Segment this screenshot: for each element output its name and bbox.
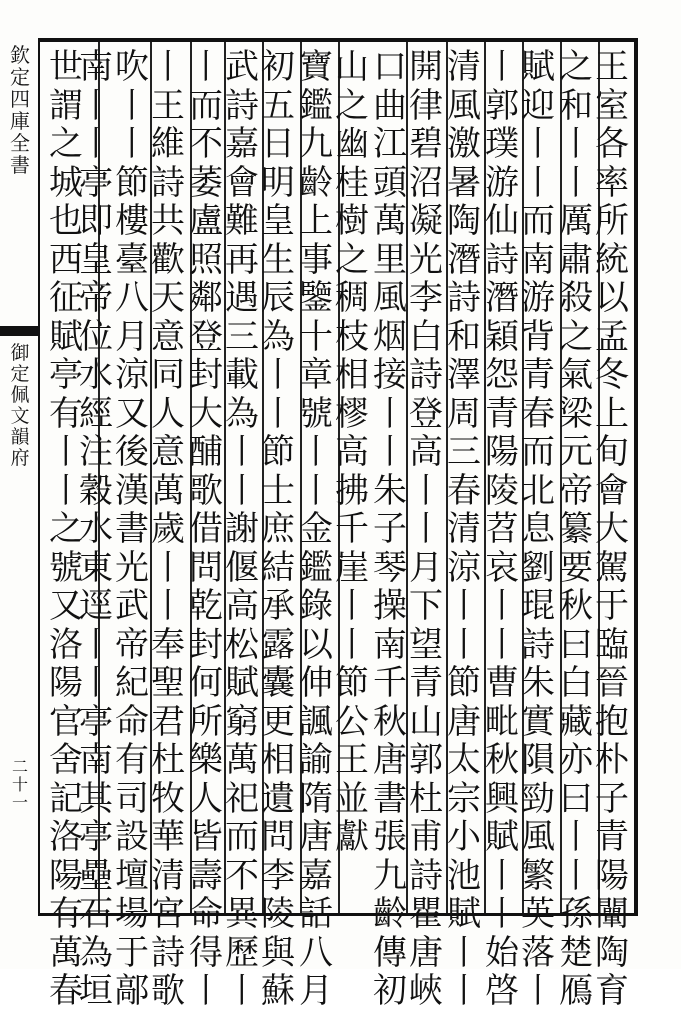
column-text: 丨 郭 璞 游 仙 詩 潛 穎 怨 青 陽 陵 苕 哀 丨 丨 曹 毗 秋 興 賦 丨 丨 始 啓 xyxy=(485,47,519,1011)
column-text: 吹 丨 丨 節 樓 臺 八 月 涼 又 後 漢 書 光 武 帝 紀 命 有 司 設 壇 場 于 鄗 xyxy=(115,47,149,1011)
margin-page-number: 二 十 一 xyxy=(11,757,28,812)
fishtail-mark xyxy=(0,326,38,336)
column-text: 丨 而 不 萎 盧 照 鄰 登 封 大 酺 歌 借 問 乾 封 何 所 樂 人 皆 壽 命 得 丨 xyxy=(189,47,223,1011)
margin-series-title: 欽 定 四 庫 全 書 xyxy=(10,43,30,177)
column-text: 之 和 丨 丨 厲 肅 殺 之 氣 梁 元 帝 纂 要 秋 曰 白 藏 亦 曰 丨 丨 孫 楚 鴈 xyxy=(559,47,593,1011)
margin-book-title: 御 定 佩 文 韻 府 xyxy=(10,342,30,469)
column-text: 南 丨 丨 亭 即 皇 帝 位 水 經 注 穀 水 東 逕 丨 丨 亭 南 其 亭 壘 石 為 垣 xyxy=(79,47,113,1011)
text-column xyxy=(40,47,92,1011)
column-text: 武 詩 嘉 會 難 再 遇 三 載 為 丨 丨 謝 偃 高 松 賦 窮 萬 祀 而 不 異 歷 丨 xyxy=(225,47,259,1011)
column-text: 山 之 幽 桂 樹 之 稠 枝 相 樛 高 拂 千 崖 丨 丨 節 公 王 並 獻 xyxy=(335,47,369,857)
column-text: 寶 鑑 九 齡 上 事 鑒 十 章 號 丨 丨 金 鑑 錄 以 伸 諷 諭 隋 唐 嘉 話 八 月 xyxy=(299,47,333,1011)
column-text: 賦 迎 丨 丨 而 南 游 背 青 春 而 北 息 劉 琨 詩 朱 實 隕 勁 風 繁 英 落 丨 xyxy=(521,47,555,1011)
page-margin-strip xyxy=(0,38,38,916)
column-text: 丨 王 維 詩 共 歡 天 意 同 人 意 萬 歲 丨 丨 奉 聖 君 杜 牧 華 清 宮 詩 歌 xyxy=(151,47,185,1011)
column-text: 清 風 激 暑 陶 潛 詩 和 澤 周 三 春 清 涼 丨 丨 節 唐 太 宗 小 池 賦 丨 丨 xyxy=(447,47,481,1011)
column-text: 初 五 日 明 皇 生 辰 為 丨 丨 節 士 庶 結 承 露 囊 更 相 遺 問 李 陵 與 蘇 xyxy=(261,47,295,1011)
column-text: 口 曲 江 頭 萬 里 風 烟 接 丨 丨 朱 子 琴 操 南 千 秋 唐 書 張 九 齡 傳 初 xyxy=(373,47,407,1011)
column-text: 王 室 各 率 所 統 以 孟 冬 上 旬 會 大 駕 于 臨 晉 抱 朴 子 青 陽 闡 陶 育 xyxy=(595,47,629,1011)
column-text: 世 謂 之 城 也 西 征 賦 亭 有 丨 丨 之 號 又 洛 陽 官 舍 記 洛 陽 有 萬 春 xyxy=(49,47,83,1011)
column-text: 開 律 碧 沼 凝 光 李 白 詩 登 高 丨 丨 月 下 望 青 山 郭 杜 甫 詩 瞿 唐 峽 xyxy=(409,47,443,1011)
